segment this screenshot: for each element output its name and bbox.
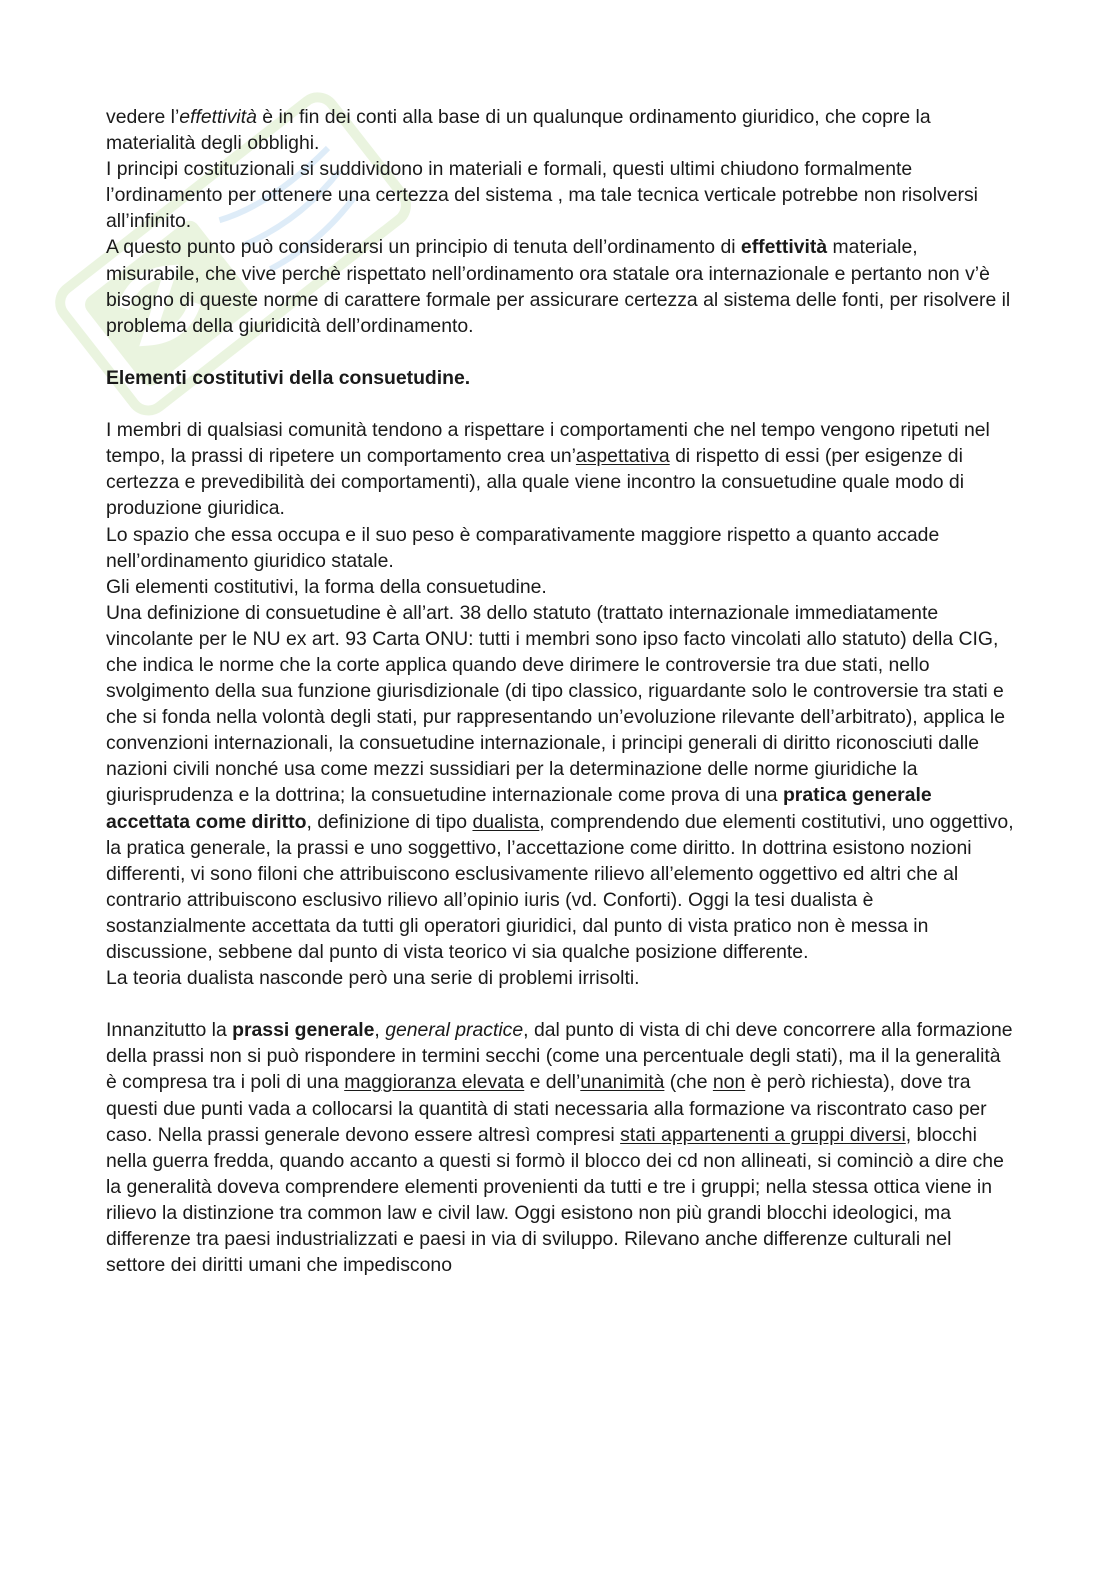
spacer <box>106 339 1016 365</box>
underlined-term: stati appartenenti a gruppi diversi <box>620 1123 906 1146</box>
text-run: materiale, misurabile, che vive perchè rispettato nell’ordinamento ora statale ora internazionale e pertanto non v’è bisogno di queste norme di carattere formale per assicurare certezza al sistema delle fonti, per risolvere il problema della giuridicità dell’ordinamento. <box>106 236 1011 337</box>
text-run: I membri di qualsiasi comunità tendono a rispettare i comportamenti che nel tempo vengono ripetuti nel tempo, la prassi di ripetere un comportamento crea un’ <box>106 419 990 468</box>
paragraph-9 <box>106 1017 1016 1278</box>
underlined-term: non <box>712 1071 746 1094</box>
bold-term: pratica generale accettata come diritto <box>106 784 932 833</box>
italic-term: effettività <box>179 106 257 128</box>
paragraph-7 <box>106 600 1016 965</box>
paragraph-5: Lo spazio che essa occupa e il suo peso è comparativamente maggiore rispetto a quanto accade nell’ordinamento giuridico statale. <box>106 523 940 572</box>
paragraph-1 <box>106 104 1016 156</box>
text-run: di rispetto di essi (per esigenze di certezza e prevedibilità dei comportamenti), alla quale viene incontro la consuetudine quale modo di produzione giuridica. <box>106 445 965 520</box>
text-run: è in fin dei conti alla base di un qualunque ordinamento giuridico, che copre la materialità degli obblighi. <box>106 106 931 155</box>
text-run: vedere l’ <box>106 106 180 128</box>
text-run: (che <box>664 1071 713 1094</box>
spacer <box>106 391 1016 417</box>
text-run: , blocchi nella guerra fredda, quando accanto a questi si formò il blocco dei cd non allineati, si cominciò a dire che la generalità doveva comprendere elementi provenienti da tutti e tre i gruppi; nella stessa ottica viene in rilievo la distinzione tra common law e civil law. Oggi esistono non più grandi blocchi ideologici, ma differenze tra paesi industrializzati e paesi in via di sviluppo. Rilevano anche differenze culturali nel settore dei diritti umani che impediscono <box>106 1123 1004 1277</box>
paragraph-8: La teoria dualista nasconde però una serie di problemi irrisolti. <box>106 967 640 990</box>
document-page <box>106 104 1016 1278</box>
paragraph-6: Gli elementi costitutivi, la forma della consuetudine. <box>106 575 547 598</box>
paragraph-3 <box>106 234 1016 338</box>
paragraph-4 <box>106 417 1016 521</box>
text-run: , dal punto di vista di chi deve concorrere alla formazione della prassi non si può rispondere in termini secchi (come una percentuale degli stati), ma il la generalità è compresa tra i poli di una <box>106 1019 1013 1094</box>
text-run: Innanzitutto la <box>106 1019 233 1042</box>
text-run: Una definizione di consuetudine è all’art. 38 dello statuto (trattato internazionale immediatamente vincolante per le NU ex art. 93 Carta ONU: tutti i membri sono ipso facto vincolati allo statuto) della CIG, che indica le norme che la corte applica quando deve dirimere le controversie tra due stati, nello svolgimento della sua funzione giurisdizionale (di tipo classico, riguardante solo le controversie tra stati e che si fonda nella volontà degli stati, pur rappresentando un’evoluzione rilevante dell’arbitrato), applica le convenzioni internazionali, la consuetudine internazionale, i principi generali di diritto riconosciuti dalle nazioni civili nonché usa come mezzi sussidiari per la determinazione delle norme giuridiche la giurisprudenza e la dottrina; la consuetudine internazionale come prova di una <box>106 601 1005 807</box>
spacer <box>106 991 1016 1017</box>
bold-term: prassi generale <box>232 1019 375 1042</box>
bold-term: effettività <box>740 236 828 259</box>
text-run: A questo punto può considerarsi un principio di tenuta dell’ordinamento di <box>106 236 741 259</box>
text-run: , <box>374 1019 386 1042</box>
text-run: e dell’ <box>524 1071 581 1094</box>
text-run: , comprendendo due elementi costitutivi, uno oggettivo, la pratica generale, la prassi e uno soggettivo, l’accettazione come diritto. In dottrina esistono nozioni differenti, vi sono filoni che attribuiscono esclusivamente rilievo all’elemento oggettivo ed altri che al contrario attribuiscono esclusivo rilievo all’opinio iuris (vd. Conforti). Oggi la tesi dualista è sostanzialmente accettata da tutti gli operatori giuridici, dal punto di vista pratico non è messa in discussione, sebbene dal punto di vista teorico vi sia qualche posizione differente. <box>106 810 1014 963</box>
underlined-term: maggioranza elevata <box>344 1071 525 1094</box>
section-heading: Elementi costitutivi della consuetudine. <box>106 366 471 389</box>
underlined-term: aspettativa <box>575 445 670 468</box>
underlined-term: dualista <box>472 810 540 833</box>
text-run: , definizione di tipo <box>306 810 473 833</box>
underlined-term: unanimità <box>580 1071 665 1094</box>
paragraph-2: I principi costituzionali si suddividono in materiali e formali, questi ultimi chiudono formalmente l’ordinamento per ottenere una certezza del sistema , ma tale tecnica verticale potrebbe non risolversi all’infinito. <box>106 158 978 233</box>
italic-term: general practice <box>385 1019 524 1042</box>
text-run: è però richiesta), dove tra questi due punti vada a collocarsi la quantità di stati necessaria alla formazione va riscontrato caso per caso. Nella prassi generale devono essere altresì compresi <box>106 1071 987 1146</box>
